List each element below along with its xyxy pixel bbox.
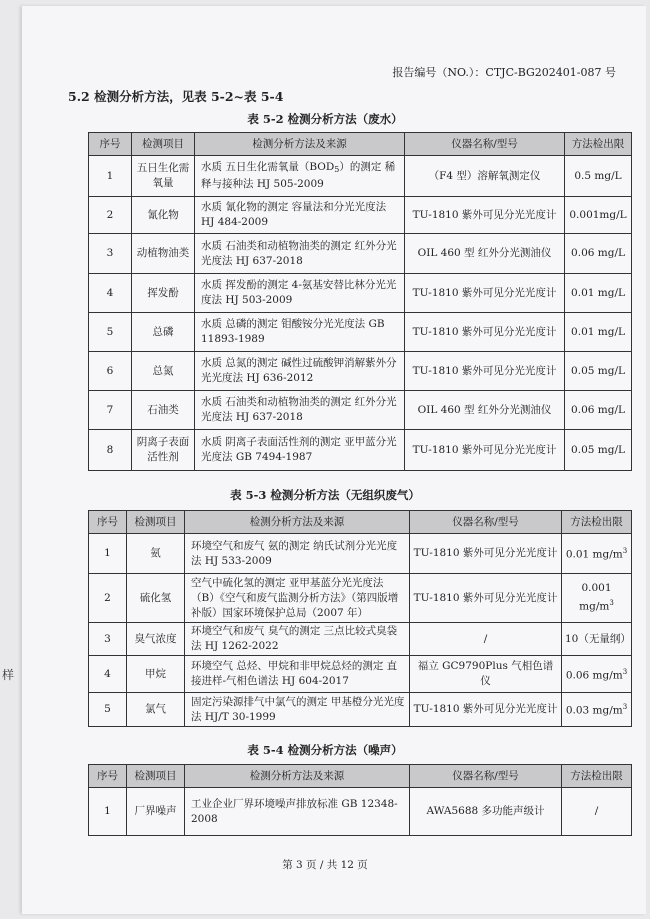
row-item: 硫化氢 <box>127 574 185 623</box>
table-header-row <box>89 133 632 156</box>
row-limit: 0.001 $mg/m^3$ <box>562 574 632 623</box>
row-item: 动植物油类 <box>132 234 195 274</box>
col-header-method: 检测分析方法及来源 <box>195 133 405 156</box>
row-item: 五日生化需氧量 <box>132 156 195 197</box>
table-row <box>89 574 632 623</box>
row-item: 挥发酚 <box>132 274 195 313</box>
row-method: 水质 挥发酚的测定 4-氨基安替比林分光光度法 HJ 503-2009 <box>195 274 405 313</box>
row-no: 6 <box>89 352 132 391</box>
table-5-4-caption: 表 5-4 检测分析方法（噪声） <box>247 743 403 757</box>
col-header-method: 检测分析方法及来源 <box>185 511 410 534</box>
row-no: 2 <box>89 197 132 234</box>
row-instrument: OIL 460 型 红外分光测油仪 <box>405 234 565 274</box>
col-header-instrument: 仪器名称/型号 <box>410 511 562 534</box>
col-header-item: 检测项目 <box>132 133 195 156</box>
row-limit: 0.5 mg/L <box>565 156 632 197</box>
col-header-limit: 方法检出限 <box>562 511 632 534</box>
row-no: 3 <box>89 623 127 656</box>
row-instrument: OIL 460 型 红外分光测油仪 <box>405 391 565 430</box>
margin-note: 样 <box>2 668 15 682</box>
row-limit: 0.05 mg/L <box>565 352 632 391</box>
row-method: 水质 石油类和动植物油类的测定 红外分光光度法 HJ 637-2018 <box>195 391 405 430</box>
row-limit: 0.001mg/L <box>565 197 632 234</box>
table-row <box>89 534 632 574</box>
col-header-instrument: 仪器名称/型号 <box>405 133 565 156</box>
row-instrument: 福立 GC9790Plus 气相色谱仪 <box>410 656 562 693</box>
row-limit: 10（无量纲） <box>562 623 632 656</box>
row-limit: 0.06 mg/L <box>565 234 632 274</box>
row-method: 环境空气和废气 氨的测定 纳氏试剂分光光度法 HJ 533-2009 <box>185 534 410 574</box>
col-header-no: 序号 <box>89 765 127 788</box>
row-limit: 0.01 $mg/m^3$ <box>562 534 632 574</box>
row-method: 环境空气和废气 臭气的测定 三点比较式臭袋法 HJ 1262-2022 <box>185 623 410 656</box>
col-header-method: 检测分析方法及来源 <box>185 765 410 788</box>
row-limit: 0.06 $mg/m^3$ <box>562 656 632 693</box>
table-header-row <box>89 765 632 788</box>
row-method: 水质 总氮的测定 碱性过硫酸钾消解紫外分光光度法 HJ 636-2012 <box>195 352 405 391</box>
row-instrument: TU-1810 紫外可见分光光度计 <box>410 534 562 574</box>
row-method: 水质 阴离子表面活性剂的测定 亚甲蓝分光光度法 GB 7494-1987 <box>195 430 405 471</box>
table-5-4 <box>88 764 632 836</box>
row-method: 空气中硫化氢的测定 亚甲基蓝分光光度法（B）《空气和废气监测分析方法》（第四版增补版）国家环境保护总局（2007 年） <box>185 574 410 623</box>
table-5-3-caption: 表 5-3 检测分析方法（无组织废气） <box>230 488 420 502</box>
row-method: 水质 总磷的测定 钼酸铵分光光度法 GB 11893-1989 <box>195 313 405 352</box>
table-row <box>89 197 632 234</box>
table-row <box>89 391 632 430</box>
table-row <box>89 274 632 313</box>
table-row <box>89 234 632 274</box>
row-method: 工业企业厂界环境噪声排放标准 GB 12348-2008 <box>185 788 410 836</box>
table-row <box>89 313 632 352</box>
row-no: 1 <box>89 788 127 836</box>
col-header-item: 检测项目 <box>127 511 185 534</box>
row-instrument: AWA5688 多功能声级计 <box>410 788 562 836</box>
row-limit: 0.06 mg/L <box>565 391 632 430</box>
row-instrument: TU-1810 紫外可见分光光度计 <box>405 313 565 352</box>
page-footer: 第 3 页 / 共 12 页 <box>282 859 368 871</box>
row-method: 水质 石油类和动植物油类的测定 红外分光光度法 HJ 637-2018 <box>195 234 405 274</box>
row-no: 4 <box>89 656 127 693</box>
row-no: 7 <box>89 391 132 430</box>
row-no: 4 <box>89 274 132 313</box>
table-row <box>89 788 632 836</box>
row-limit: 0.01 mg/L <box>565 274 632 313</box>
table-header-row <box>89 511 632 534</box>
row-item: 阴离子表面活性剂 <box>132 430 195 471</box>
row-item: 石油类 <box>132 391 195 430</box>
row-item: 氯气 <box>127 693 185 727</box>
row-item: 总氮 <box>132 352 195 391</box>
row-method: 固定污染源排气中氯气的测定 甲基橙分光光度法 HJ/T 30-1999 <box>185 693 410 727</box>
row-no: 1 <box>89 534 127 574</box>
row-item: 氨 <box>127 534 185 574</box>
table-row <box>89 693 632 727</box>
row-method: 环境空气 总烃、甲烷和非甲烷总烃的测定 直接进样-气相色谱法 HJ 604-2017 <box>185 656 410 693</box>
row-limit: / <box>562 788 632 836</box>
table-row <box>89 156 632 197</box>
row-item: 氰化物 <box>132 197 195 234</box>
row-item: 臭气浓度 <box>127 623 185 656</box>
row-no: 8 <box>89 430 132 471</box>
table-row <box>89 352 632 391</box>
col-header-limit: 方法检出限 <box>565 133 632 156</box>
row-no: 5 <box>89 313 132 352</box>
row-item: 厂界噪声 <box>127 788 185 836</box>
col-header-instrument: 仪器名称/型号 <box>410 765 562 788</box>
row-instrument: TU-1810 紫外可见分光光度计 <box>410 574 562 623</box>
col-header-limit: 方法检出限 <box>562 765 632 788</box>
row-item: 总磷 <box>132 313 195 352</box>
row-instrument: / <box>410 623 562 656</box>
table-5-2-caption: 表 5-2 检测分析方法（废水） <box>247 112 403 126</box>
row-method: 水质 五日生化需氧量$(BOD_5)$的测定 稀释与接种法 HJ 505-2009 <box>195 156 405 197</box>
row-instrument: TU-1810 紫外可见分光光度计 <box>405 197 565 234</box>
row-instrument: （F4 型）溶解氧测定仪 <box>405 156 565 197</box>
col-header-no: 序号 <box>89 133 132 156</box>
row-method: 水质 氰化物的测定 容量法和分光光度法 HJ 484-2009 <box>195 197 405 234</box>
row-limit: 0.05 mg/L <box>565 430 632 471</box>
table-row <box>89 623 632 656</box>
col-header-item: 检测项目 <box>127 765 185 788</box>
row-no: 1 <box>89 156 132 197</box>
row-item: 甲烷 <box>127 656 185 693</box>
row-limit: 0.03 $mg/m^3$ <box>562 693 632 727</box>
table-row <box>89 656 632 693</box>
section-title: 5.2 检测分析方法，见表 5-2~表 5-4 <box>68 89 284 104</box>
row-no: 3 <box>89 234 132 274</box>
row-instrument: TU-1810 紫外可见分光光度计 <box>405 352 565 391</box>
row-instrument: TU-1810 紫外可见分光光度计 <box>405 274 565 313</box>
table-5-3 <box>88 510 632 727</box>
table-row <box>89 430 632 471</box>
row-limit: 0.01 mg/L <box>565 313 632 352</box>
row-no: 5 <box>89 693 127 727</box>
row-instrument: TU-1810 紫外可见分光光度计 <box>405 430 565 471</box>
table-5-2 <box>88 132 632 471</box>
row-instrument: TU-1810 紫外可见分光光度计 <box>410 693 562 727</box>
report-number: 报告编号（NO.）：CTJC-BG202401-087 号 <box>392 66 616 79</box>
row-no: 2 <box>89 574 127 623</box>
col-header-no: 序号 <box>89 511 127 534</box>
